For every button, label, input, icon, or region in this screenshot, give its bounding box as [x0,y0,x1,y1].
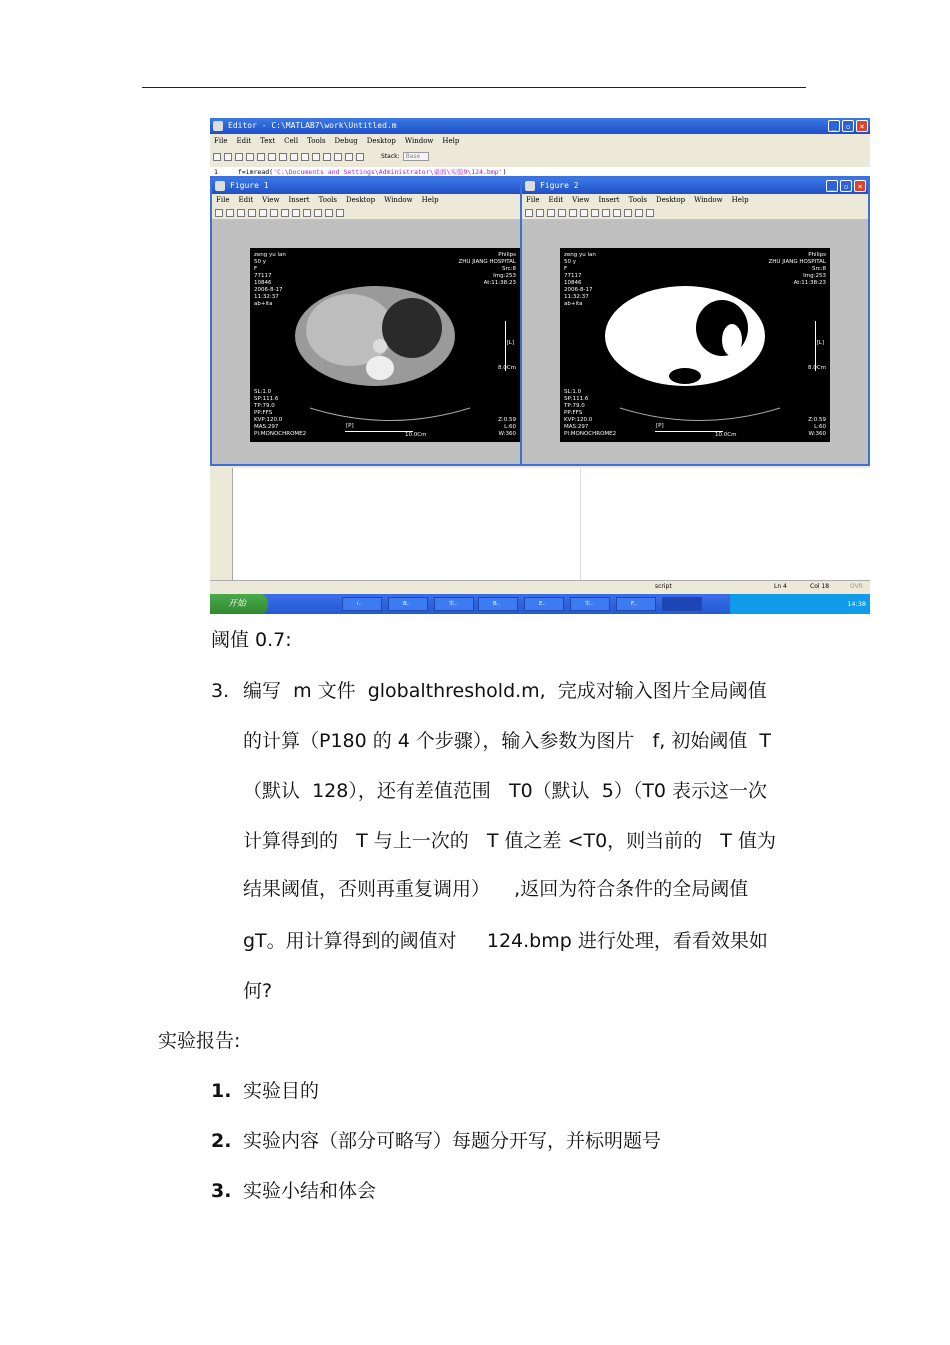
step-icon[interactable] [345,153,353,161]
figure-2-window[interactable] [520,176,870,466]
ct-patient-info: zeng yu lan 50 y F 77117 10846 2006-8-17 11:32:37 ab+ita [254,252,286,307]
menu-view[interactable]: View [262,196,280,204]
restore-icon[interactable]: ▫ [842,120,854,132]
figure-2-menubar [522,194,868,206]
windows-taskbar [210,594,870,614]
start-button[interactable]: 开始 [210,594,268,614]
menu-edit[interactable]: Edit [236,137,252,145]
editor-text-area[interactable] [210,468,870,580]
breakpoint-icon[interactable] [334,153,342,161]
ct-scale-bottom: 10.0Cm [715,432,737,438]
legend-icon[interactable] [646,209,654,217]
colorbar-icon[interactable] [635,209,643,217]
new-figure-icon[interactable] [525,209,533,217]
code-suffix: ) [502,168,507,176]
item-3-line-4: 计算得到的 T 与上一次的 T 值之差 <T0，则当前的 T 值为 [243,830,776,852]
colorbar-icon[interactable] [325,209,333,217]
ct-side-label: [L] [506,340,514,346]
menu-cell[interactable]: Cell [284,137,299,145]
figure-1-toolbar [212,206,520,219]
menu-help[interactable]: Help [731,196,749,204]
report-item-2-number: 2. [211,1130,232,1152]
editor-statusbar [210,580,870,595]
menu-text[interactable]: Text [260,137,276,145]
menu-debug[interactable]: Debug [334,137,358,145]
menu-tools[interactable]: Tools [307,137,326,145]
figure-2-title: Figure 2 [540,181,579,190]
item-3-number: 3. [211,680,230,702]
report-item-3-text: 实验小结和体会 [243,1180,377,1202]
run-icon[interactable] [356,153,364,161]
item-3-line-7: 何? [243,980,273,1002]
save-icon[interactable] [547,209,555,217]
ct-image-thresholded [560,248,830,442]
new-figure-icon[interactable] [215,209,223,217]
editor-titlebar [210,118,870,134]
find-icon[interactable] [312,153,320,161]
zoom-out-icon[interactable] [591,209,599,217]
item-3-line-5: 结果阈值，否则再重复调用） ,返回为符合条件的全局阈值 [243,878,749,900]
ct-scale-bottom: 10.0Cm [405,432,427,438]
task-button-3[interactable]: 实.. [434,597,474,611]
close-icon[interactable]: × [854,180,866,192]
task-button-7[interactable]: F.. [616,597,656,611]
menu-edit[interactable]: Edit [548,196,564,204]
task-button-6[interactable]: 实.. [570,597,610,611]
menu-insert[interactable]: Insert [288,196,310,204]
ct-scale-label: 8.0Cm [498,365,516,371]
editor-divider [580,468,581,580]
menu-desktop[interactable]: Desktop [366,137,396,145]
task-button-5[interactable]: E.. [524,597,564,611]
report-item-1-number: 1. [211,1080,232,1102]
stack-select[interactable]: Base [403,152,430,161]
editor-toolbar [210,150,870,163]
undo-icon[interactable] [279,153,287,161]
ct-scale-label: 8.0Cm [808,365,826,371]
report-heading: 实验报告: [158,1030,241,1052]
system-tray [730,594,870,614]
ct-side-label: [L] [816,340,824,346]
matlab-icon [213,121,223,131]
editor-gutter [210,468,233,580]
legend-icon[interactable] [336,209,344,217]
function-icon[interactable] [323,153,331,161]
ct-horizontal-ruler [655,428,723,432]
zoom-out-icon[interactable] [281,209,289,217]
ct-hospital-info: Philips ZHU JIANG HOSPITAL Src:8 Img:253 At:11:38:23 [458,252,516,286]
figure-1-window[interactable] [210,176,522,466]
pan-icon[interactable] [602,209,610,217]
pointer-icon[interactable] [259,209,267,217]
pan-icon[interactable] [292,209,300,217]
close-icon[interactable]: × [856,120,868,132]
code-prefix: f=imread( [237,168,274,176]
status-ovr: OVR [850,583,863,590]
line-number: 1 [214,168,218,176]
code-string: 'C:\Documents and Settings\Administrator\桌面\实验9\124.bmp' [273,168,503,176]
menu-tools[interactable]: Tools [628,196,648,204]
figure-2-titlebar [522,178,868,194]
report-item-3-number: 3. [211,1180,232,1202]
report-item-2-text: 实验内容（部分可略写）每题分开写，并标明题号 [243,1130,662,1152]
menu-desktop[interactable]: Desktop [656,196,686,204]
header-rule [142,87,806,88]
open-icon[interactable] [536,209,544,217]
ct-window-params: Z:0.59 L:60 W:360 [498,417,516,437]
menu-window[interactable]: Window [404,137,434,145]
menu-edit[interactable]: Edit [238,196,254,204]
ct-hospital-info: Philips ZHU JIANG HOSPITAL Src:8 Img:253 At:11:38:23 [768,252,826,286]
rotate-icon[interactable] [613,209,621,217]
pointer-icon[interactable] [569,209,577,217]
minimize-icon[interactable]: _ [826,180,838,192]
restore-icon[interactable]: ▫ [840,180,852,192]
ct-scan-params: SL:1.0 SP:111.6 TP:79.0 PP:FFS KVP:120.0 MAS:297 PI:MONOCHROME2 [564,389,617,437]
print-icon[interactable] [558,209,566,217]
save-icon[interactable] [237,209,245,217]
task-button-active[interactable] [662,597,702,611]
menu-help[interactable]: Help [421,196,439,204]
menu-tools[interactable]: Tools [318,196,338,204]
task-button-1[interactable]: i.. [342,597,382,611]
ct-window-params: Z:0.59 L:60 W:360 [808,417,826,437]
cut-icon[interactable] [246,153,254,161]
menu-help[interactable]: Help [442,137,460,145]
figure-icon [525,181,535,191]
redo-icon[interactable] [290,153,298,161]
open-icon[interactable] [226,209,234,217]
menu-file[interactable]: File [214,137,228,145]
save-icon[interactable] [235,153,243,161]
task-button-2[interactable]: B.. [388,597,428,611]
menu-desktop[interactable]: Desktop [346,196,376,204]
open-file-icon[interactable] [224,153,232,161]
menu-insert[interactable]: Insert [598,196,620,204]
minimize-icon[interactable]: _ [828,120,840,132]
figure-1-title: Figure 1 [230,181,269,190]
copy-icon[interactable] [257,153,265,161]
ct-bottom-label: [P] [656,423,664,429]
item-3-line-6: gT。用计算得到的阈值对 124.bmp 进行处理，看看效果如 [243,930,768,952]
datacursor-icon[interactable] [624,209,632,217]
item-3-line-3: （默认 128），还有差值范围 T0（默认 5）（T0 表示这一次 [243,780,768,802]
status-script: script [655,583,672,590]
menu-view[interactable]: View [572,196,590,204]
ct-patient-info: zeng yu lan 50 y F 77117 10846 2006-8-17 11:32:37 ab+ita [564,252,596,307]
report-item-1-text: 实验目的 [243,1080,320,1102]
item-3-line-1: 编写 m 文件 globalthreshold.m, 完成对输入图片全局阈值 [243,680,767,702]
status-col: Col 18 [810,583,830,590]
menu-file[interactable]: File [216,196,230,204]
ct-image-original [250,248,520,442]
figure-1-menubar [212,194,520,206]
item-3-line-2: 的计算（P180 的 4 个步骤），输入参数为图片 f, 初始阈值 T [243,730,772,752]
menu-window[interactable]: Window [384,196,413,204]
task-button-4[interactable]: B.. [478,597,518,611]
print-icon[interactable] [248,209,256,217]
ct-horizontal-ruler [345,428,413,432]
paste-icon[interactable] [268,153,276,161]
clock: 14:38 [847,600,866,608]
editor-title: Editor - C:\MATLAB7\work\Untitled.m [228,121,397,130]
zoom-in-icon[interactable] [580,209,588,217]
editor-menubar [210,135,870,147]
status-line: Ln 4 [774,583,787,590]
matlab-screenshot [210,118,870,614]
zoom-in-icon[interactable] [270,209,278,217]
ct-bottom-label: [P] [346,423,354,429]
figure-icon [215,181,225,191]
stack-label: Stack: [381,153,400,160]
ct-scan-params: SL:1.0 SP:111.6 TP:79.0 PP:FFS KVP:120.0 MAS:297 PI:MONOCHROME2 [254,389,307,437]
print-icon[interactable] [301,153,309,161]
threshold-label: 阈值 0.7: [211,629,292,651]
menu-file[interactable]: File [526,196,540,204]
figure-2-toolbar [522,206,868,219]
new-file-icon[interactable] [213,153,221,161]
figure-1-titlebar [212,178,520,194]
rotate-icon[interactable] [303,209,311,217]
menu-window[interactable]: Window [694,196,723,204]
datacursor-icon[interactable] [314,209,322,217]
